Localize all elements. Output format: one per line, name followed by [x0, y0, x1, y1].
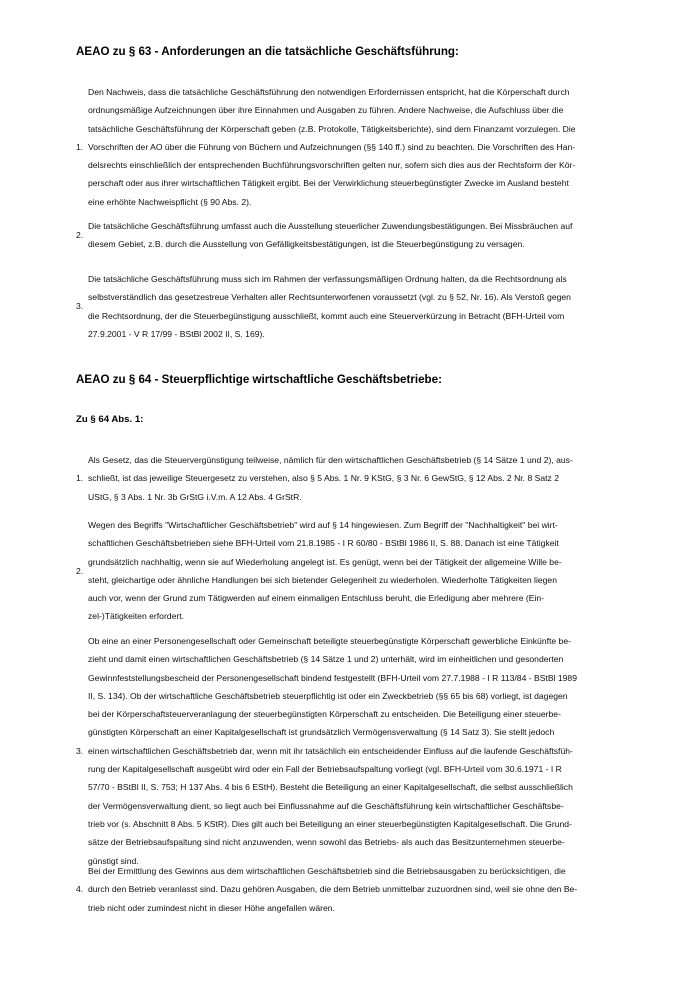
item-number: 1.	[76, 141, 84, 152]
list-item-64-4	[76, 862, 636, 917]
item-number: 1.	[76, 473, 84, 484]
text-line: eine erhöhte Nachweispflicht (§ 90 Abs. 2).	[88, 196, 252, 207]
text-line: trieb nicht oder zumindest nicht in dieser Höhe angefallen wären.	[88, 902, 335, 913]
text-line: Die tatsächliche Geschäftsführung muss sich im Rahmen der verfassungsmäßigen Ordnung halten, da die Rechtsordnung als	[88, 274, 567, 284]
list-item-63-2	[76, 217, 636, 254]
list-item-63-1	[76, 83, 636, 211]
text-line: trieb vor (s. Abschnitt 8 Abs. 5 KStR). Dies gilt auch bei Beteiligung an einer steuerbegünstigten Kapitalgesellschaft. Die Grund-	[88, 818, 572, 829]
item-number: 3.	[76, 745, 84, 756]
text-line: auch vor, wenn der Grund zum Tätigwerden auf einem einmaligen Entschluss beruht, die Erledigung aber mehrere (Ein-	[88, 593, 545, 604]
text-line: die Rechtsordnung, der die Steuerbegünstigung ausschließt, kommt auch eine Steuerverkürzung in Betracht (BFH-Urteil vom	[88, 310, 565, 321]
text-line: Wegen des Begriffs "Wirtschaftlicher Geschäftsbetrieb" wird auf § 14 hingewiesen. Zum Begriff der "Nachhaltigkeit" bei wirt-	[88, 520, 558, 530]
subsection-heading: Zu § 64 Abs. 1:	[76, 414, 144, 425]
text-line: Ob eine an einer Personengesellschaft oder Gemeinschaft beteiligte steuerbegünstigte Körperschaft gewerbliche Einkünfte be-	[88, 636, 571, 646]
item-paragraph	[88, 516, 636, 626]
text-line: zel-)Tätigkeiten erfordert.	[88, 611, 184, 622]
text-line: perschaft oder aus ihrer wirtschaftlichen Tätigkeit ergibt. Bei der Verwirklichung steuerbegünstigter Zwecke im Ausland besteht	[88, 178, 569, 189]
list-item-64-3	[76, 632, 636, 870]
text-line: schaftlichen Geschäftsbetrieben siehe BFH-Urteil vom 21.8.1985 - I R 60/80 - BStBl 1986 II, S. 88. Danach ist eine Tätigkeit	[88, 538, 559, 549]
item-paragraph	[88, 862, 636, 917]
list-item-63-3	[76, 270, 636, 343]
text-line: UStG, § 3 Abs. 1 Nr. 3b GrStG i.V.m. A 12 Abs. 4 GrStR.	[88, 491, 302, 502]
text-line: der Vermögensverwaltung dient, so liegt auch bei Einflussnahme auf die Geschäftsführung kein wirtschaftlicher Geschäftsbe-	[88, 800, 564, 811]
text-line: II, S. 134). Ob der wirtschaftliche Geschäftsbetrieb steuerpflichtig ist oder ein Zweckbetrieb (§§ 65 bis 68) vorliegt, ist dagegen	[88, 690, 568, 701]
item-number: 2.	[76, 230, 84, 241]
text-line: grundsätzlich nachhaltig, wenn sie auf Wiederholung angelegt ist. Es genügt, wenn bei der Tätigkeit der allgemeine Wille be-	[88, 556, 562, 567]
item-number: 3.	[76, 301, 84, 312]
text-line: günstigt sind.	[88, 855, 139, 866]
text-line: steht, gleichartige oder ähnliche Handlungen bei sich bietender Gelegenheit zu wiederholen. Wiederholte Tätigkeiten liegen	[88, 574, 557, 585]
text-line: selbstverständlich das gesetzestreue Verhalten aller Rechtsunterworfenen voraussetzt (vgl. zu § 52, Nr. 16). Als Verstoß gegen	[88, 292, 571, 303]
item-number: 2.	[76, 565, 84, 576]
item-paragraph	[88, 451, 636, 506]
text-line: Gewinnfeststellungsbescheid der Personengesellschaft bindend festgestellt (BFH-Urteil vom 27.7.1988 - I R 113/84 - BStBl 1989	[88, 672, 577, 683]
section-heading-64: AEAO zu § 64 - Steuerpflichtige wirtschaftliche Geschäftsbetriebe:	[76, 373, 442, 386]
list-item-64-1	[76, 451, 636, 506]
text-line: Vorschriften der AO über die Führung von Büchern und Aufzeichnungen (§§ 140 ff.) sind zu beachten. Die Vorschriften des Han-	[88, 141, 576, 152]
text-line: günstigten Körperschaft an einer Kapitalgesellschaft ist grundsätzlich Vermögensverwaltung (§ 14 Satz 3). Sie stellt jedoch	[88, 727, 555, 738]
text-line: Als Gesetz, das die Steuervergünstigung teilweise, nämlich für den wirtschaftlichen Geschäftsbetrieb (§ 14 Sätze 1 und 2), aus-	[88, 455, 573, 465]
text-line: 57/70 - BStBl II, S. 753; H 137 Abs. 4 bis 6 EStH). Besteht die Beteiligung an einer Kapitalgesellschaft, die selbst ausschließlich	[88, 782, 573, 793]
text-line: ordnungsmäßige Aufzeichnungen über ihre Einnahmen und Ausgaben zu führen. Andere Nachweise, die Aufschluss über die	[88, 105, 564, 116]
text-line: bei der Körperschaftsteuerveranlagung der steuerbegünstigten Körperschaft zu entscheiden. Die Beteiligung einer steuerbe-	[88, 709, 561, 720]
text-line: Bei der Ermittlung des Gewinns aus dem wirtschaftlichen Geschäftsbetrieb sind die Betriebsausgaben zu berücksichtigen, die	[88, 866, 566, 876]
section-heading-63: AEAO zu § 63 - Anforderungen an die tatsächliche Geschäftsführung:	[76, 45, 459, 58]
text-line: zieht und damit einen wirtschaftlichen Geschäftsbetrieb (§ 14 Sätze 1 und 2) unterhält, wird im einheitlichen und gesonderten	[88, 654, 564, 665]
text-line: Den Nachweis, dass die tatsächliche Geschäftsführung den notwendigen Erfordernissen entspricht, hat die Körperschaft durch	[88, 87, 570, 97]
item-paragraph	[88, 270, 636, 343]
text-line: 27.9.2001 - V R 17/99 - BStBl 2002 II, S. 169).	[88, 328, 265, 339]
text-line: rung der Kapitalgesellschaft ausgeübt wird oder ein Fall der Betriebsaufspaltung vorliegt (vgl. BFH-Urteil vom 30.6.1971 - I R	[88, 764, 562, 775]
text-line: sätze der Betriebsaufspaltung sind nicht anzuwenden, wenn sowohl das Betriebs- als auch das Besitzunternehmen steuerbe-	[88, 837, 565, 848]
text-line: diesem Gebiet, z.B. durch die Ausstellung von Gefälligkeitsbestätigungen, ist die Steuerbegünstigung zu versagen.	[88, 239, 525, 250]
item-paragraph	[88, 217, 636, 254]
text-line: Die tatsächliche Geschäftsführung umfasst auch die Ausstellung steuerlicher Zuwendungsbestätigungen. Bei Missbräuchen auf	[88, 221, 573, 231]
text-line: durch den Betrieb veranlasst sind. Dazu gehören Ausgaben, die dem Betrieb unmittelbar zuzuordnen sind, weil sie ohne den Be-	[88, 884, 578, 895]
text-line: schließt, ist das jeweilige Steuergesetz zu verstehen, also § 5 Abs. 1 Nr. 9 KStG, § 3 Nr. 6 GewStG, § 12 Abs. 2 Nr. 8 Satz 2	[88, 473, 559, 484]
item-paragraph	[88, 632, 636, 870]
text-line: tatsächliche Geschäftsführung der Körperschaft geben (z.B. Protokolle, Tätigkeitsberichte), sind dem Finanzamt vorzulegen. Die	[88, 123, 576, 134]
item-paragraph	[88, 83, 636, 211]
list-item-64-2	[76, 516, 636, 626]
text-line: einen wirtschaftlichen Geschäftsbetrieb dar, wenn mit ihr tatsächlich ein entscheidender Einfluss auf die laufende Geschäftsfüh-	[88, 745, 573, 756]
text-line: delsrechts einschließlich der entsprechenden Buchführungsvorschriften gelten nur, sofern sich dies aus der Rechtsform der Kör-	[88, 160, 576, 171]
item-number: 4.	[76, 884, 84, 895]
